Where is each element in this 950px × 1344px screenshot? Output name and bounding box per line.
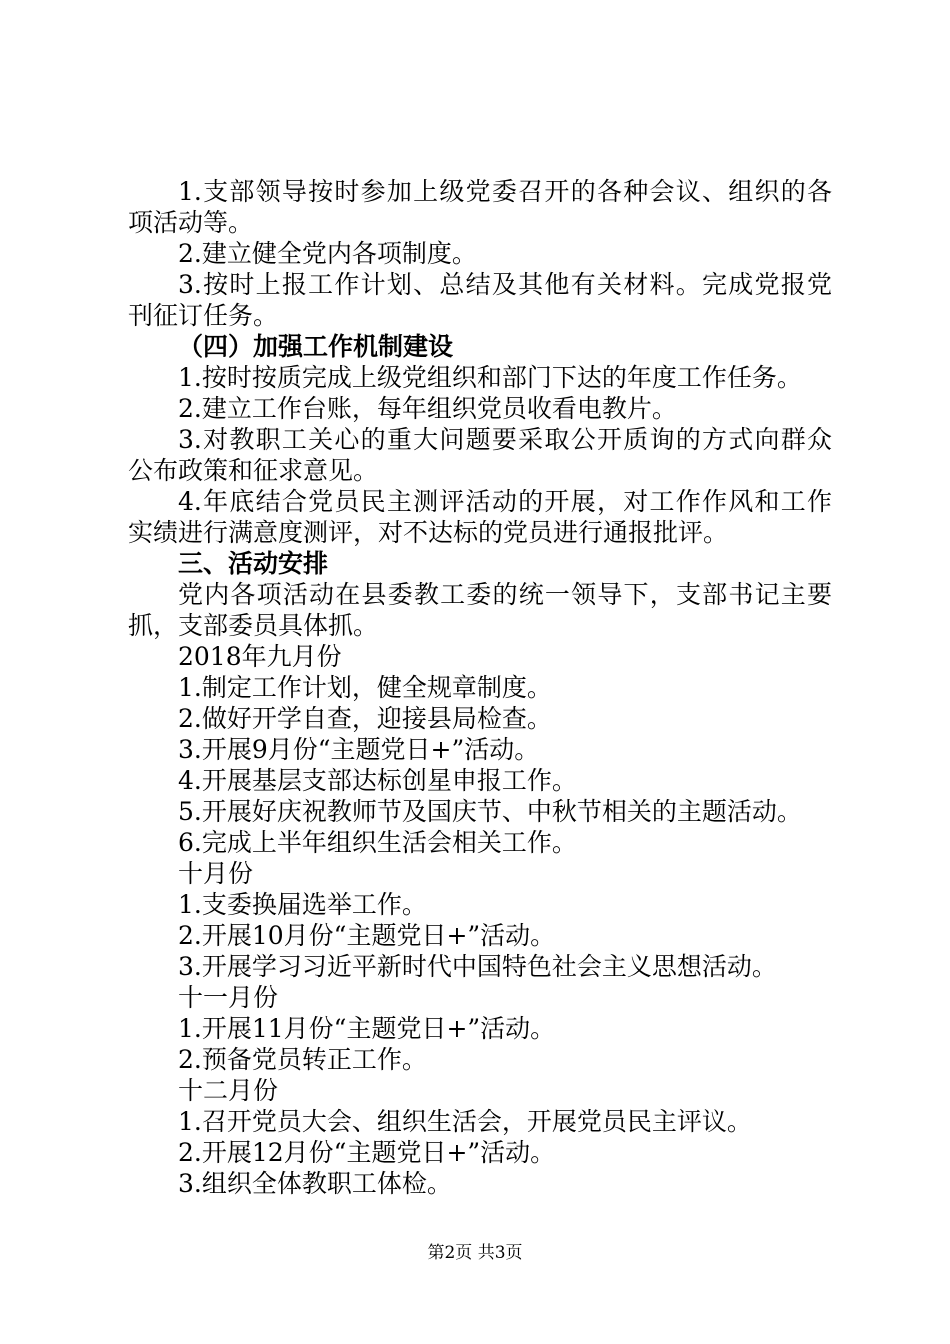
document-body	[128, 176, 832, 1199]
paragraph-line: 2.建立健全党内各项制度。	[178, 239, 477, 268]
paragraph-line: 公布政策和征求意见。	[128, 456, 379, 485]
paragraph-line: 党内各项活动在县委教工委的统一领导下，支部书记主要	[178, 580, 832, 609]
paragraph-line: 2.建立工作台账，每年组织党员收看电教片。	[178, 394, 677, 423]
paragraph-line: 1.支部领导按时参加上级党委召开的各种会议、组织的各	[178, 177, 832, 206]
paragraph-line: 1.召开党员大会、组织生活会，开展党员民主评议。	[178, 1107, 752, 1136]
paragraph-line: 1.按时按质完成上级党组织和部门下达的年度工作任务。	[178, 363, 802, 392]
paragraph-line: 4.开展基层支部达标创星申报工作。	[178, 766, 577, 795]
paragraph-line: 十月份	[178, 859, 254, 888]
paragraph-line: 十一月份	[178, 983, 279, 1012]
paragraph-line: 4.年底结合党员民主测评活动的开展，对工作作风和工作	[178, 487, 832, 516]
section-heading: （四）加强工作机制建设	[178, 332, 454, 361]
paragraph-line: 2.开展10月份“主题党日+”活动。	[178, 921, 556, 950]
paragraph-line: 实绩进行满意度测评，对不达标的党员进行通报批评。	[128, 518, 729, 547]
paragraph-line: 1.制定工作计划，健全规章制度。	[178, 673, 552, 702]
paragraph-line: 2.预备党员转正工作。	[178, 1045, 427, 1074]
paragraph-line: 6.完成上半年组织生活会相关工作。	[178, 828, 577, 857]
paragraph-line: 5.开展好庆祝教师节及国庆节、中秋节相关的主题活动。	[178, 797, 802, 826]
paragraph-line: 2.开展12月份“主题党日+”活动。	[178, 1138, 556, 1167]
paragraph-line: 1.支委换届选举工作。	[178, 890, 427, 919]
paragraph-line: 3.开展9月份“主题党日+”活动。	[178, 735, 540, 764]
paragraph-line: 2018年九月份	[178, 642, 342, 671]
paragraph-line: 1.开展11月份“主题党日+”活动。	[178, 1014, 556, 1043]
paragraph-line: 3.对教职工关心的重大问题要采取公开质询的方式向群众	[178, 425, 832, 454]
paragraph-line: 刊征订任务。	[128, 301, 279, 330]
paragraph-line: 十二月份	[178, 1076, 279, 1105]
section-heading: 三、活动安排	[178, 549, 329, 578]
paragraph-line: 抓，支部委员具体抓。	[128, 611, 379, 640]
page-footer: 第2页 共3页	[427, 1243, 523, 1263]
paragraph-line: 2.做好开学自查，迎接县局检查。	[178, 704, 552, 733]
paragraph-line: 3.组织全体教职工体检。	[178, 1169, 452, 1198]
paragraph-line: 3.开展学习习近平新时代中国特色社会主义思想活动。	[178, 952, 777, 981]
paragraph-line: 3.按时上报工作计划、总结及其他有关材料。完成党报党	[178, 270, 832, 299]
paragraph-line: 项活动等。	[128, 208, 254, 237]
